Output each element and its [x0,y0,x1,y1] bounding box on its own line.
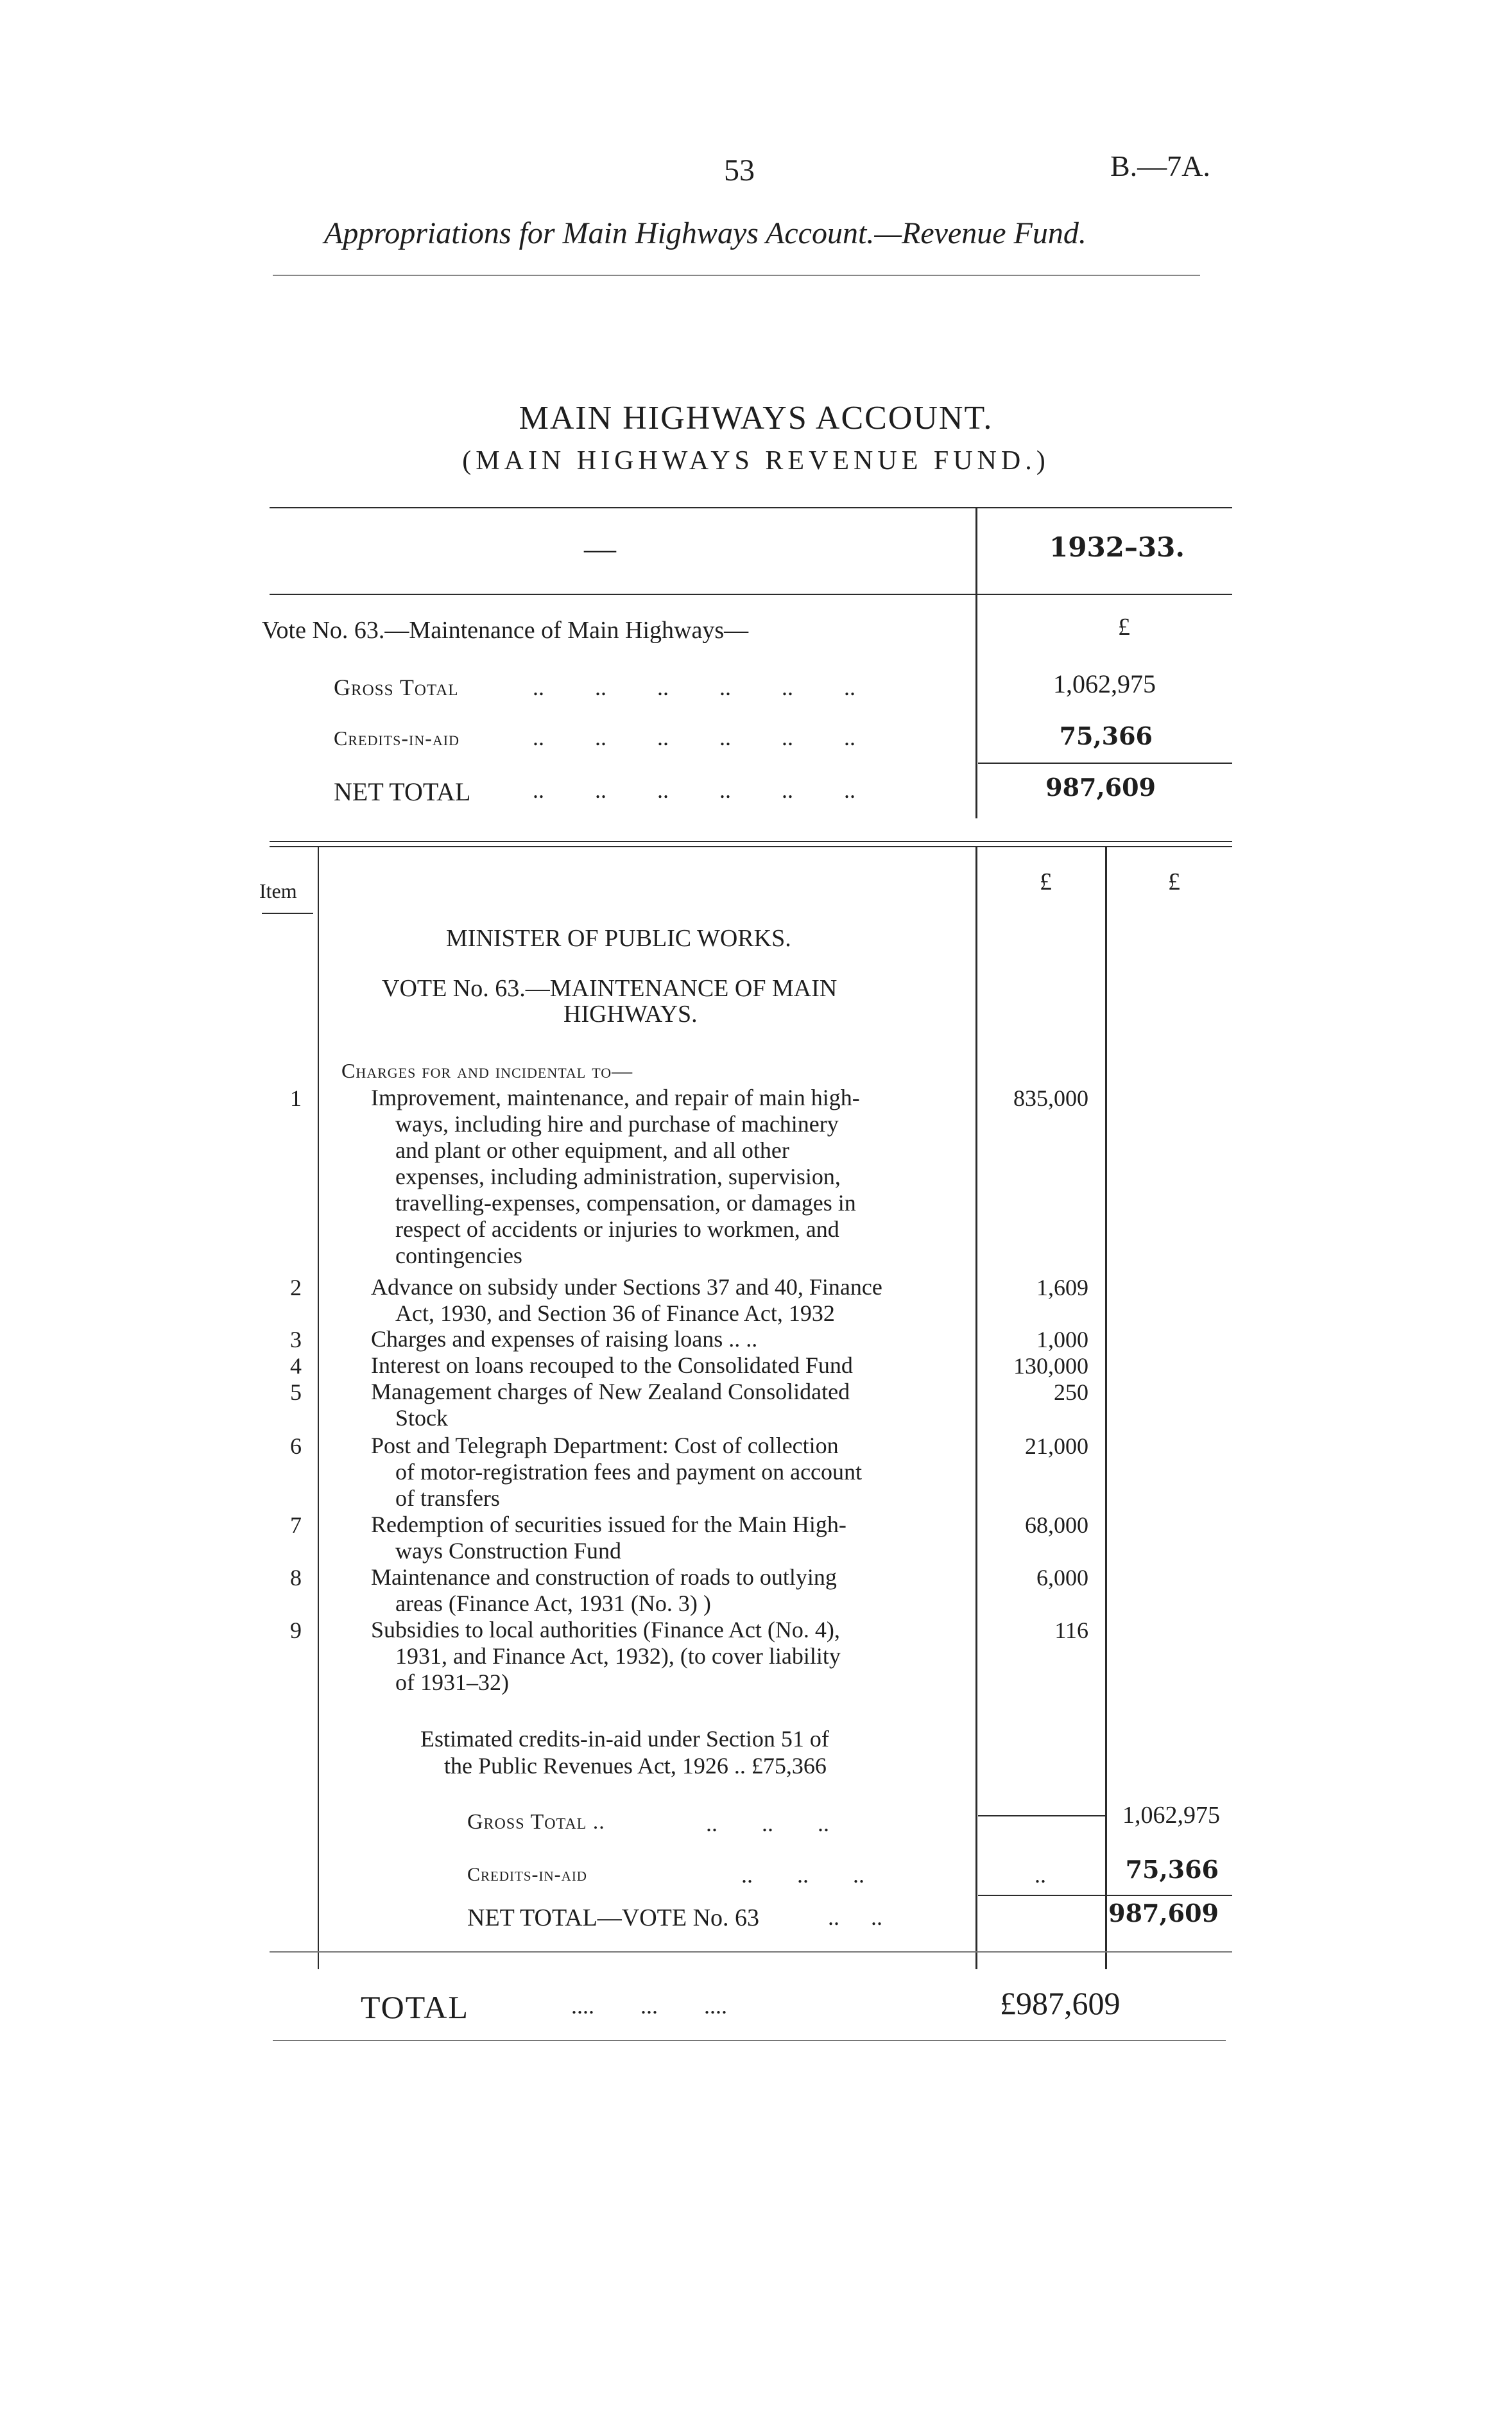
detail-currency-1: £ [1040,868,1052,895]
item-heading-rule [262,913,313,914]
detail-column-divider-2 [1105,846,1107,1969]
vote-title-line-1: VOTE No. 63.—MAINTENANCE OF MAIN [382,975,838,1002]
item-number: 6 [290,1433,302,1459]
item-description: Maintenance and construction of roads to outlying areas (Finance Act, 1931 (No. 3) ) [371,1564,837,1616]
item-amount: 1,609 [1036,1275,1088,1300]
item-amount: 21,000 [1025,1433,1088,1459]
summary-gross-total-label: Gross Total [334,675,459,700]
item-amount: 6,000 [1036,1565,1088,1591]
summary-header-rule [270,594,1232,595]
item-description: Interest on loans recouped to the Consolidated Fund [371,1352,853,1378]
summary-net-dots: .. .. .. .. .. .. [533,777,855,803]
account-title: MAIN HIGHWAYS ACCOUNT. [519,400,993,436]
summary-net-total-value: 987,609 [1045,773,1156,802]
estimated-credits-line-2: the Public Revenues Act, 1926 .. £75,366 [444,1753,827,1779]
item-description: Improvement, maintenance, and repair of main high- ways, including hire and purchase of machinery and plant or other equipment, and all other expenses, including administration, supervision, travelling-expenses, compensation, or damages in respect of accidents or injuries to workmen, and contingencies [371,1085,860,1268]
detail-net-total-label: NET TOTAL—VOTE No. 63 [467,1904,760,1931]
summary-header-dash: — [584,530,616,566]
summary-credits-label: Credits-in-aid [334,727,460,750]
detail-top-rule-double [270,846,1232,847]
item-number: 4 [290,1353,302,1379]
document-reference: B.—7A. [1110,150,1210,182]
net-total-rule [978,1895,1232,1896]
page-number: 53 [724,153,755,187]
item-number: 8 [290,1565,302,1591]
running-title: Appropriations for Main Highways Account.—Revenue Fund. [324,216,1087,250]
detail-credits-column-1: .. [1035,1862,1046,1888]
detail-item-divider [318,846,319,1969]
item-column-heading: Item [259,879,297,902]
item-description: Post and Telegraph Department: Cost of collection of motor-registration fees and payment on account of transfers [371,1433,863,1511]
item-description: Management charges of New Zealand Consolidated Stock [371,1379,850,1431]
item-number: 2 [290,1275,302,1300]
summary-gross-total-value: 1,062,975 [1053,669,1156,698]
summary-credits-value: 75,366 [1059,721,1153,750]
item-description: Redemption of securities issued for the Main High- ways Construction Fund [371,1512,846,1564]
detail-net-dots: .. .. [828,1904,882,1930]
item-number: 5 [290,1379,302,1405]
detail-currency-2: £ [1168,868,1180,895]
detail-gross-total-value: 1,062,975 [1122,1802,1220,1829]
item-amount: 835,000 [1013,1085,1088,1111]
summary-net-rule [978,763,1232,764]
detail-gross-dots: .. .. .. [706,1811,829,1836]
item-amount: 130,000 [1013,1353,1088,1379]
grand-total-value: £987,609 [1000,1985,1121,2021]
minister-heading: MINISTER OF PUBLIC WORKS. [446,925,791,952]
item-amount: 68,000 [1025,1512,1088,1538]
account-subtitle: (MAIN HIGHWAYS REVENUE FUND.) [462,446,1050,476]
detail-bottom-rule [270,1951,1232,1953]
detail-credits-dots: .. .. .. [741,1862,864,1888]
detail-credits-value: 75,366 [1125,1855,1219,1884]
vote-title-line-2: HIGHWAYS. [563,1001,698,1028]
estimated-credits-line-1: Estimated credits-in-aid under Section 51 of [420,1726,829,1752]
summary-vote-line: Vote No. 63.—Maintenance of Main Highways— [262,617,749,644]
summary-gross-dots: .. .. .. .. .. .. [533,675,855,700]
summary-year-heading: 1932–33. [1049,531,1185,563]
summary-net-total-label: NET TOTAL [334,777,471,806]
item-amount: 1,000 [1036,1327,1088,1352]
summary-currency-symbol: £ [1118,614,1130,641]
item-description: Charges and expenses of raising loans .. .. [371,1326,758,1352]
item-description: Subsidies to local authorities (Finance Act (No. 4), 1931, and Finance Act, 1932), (to cover liability of 1931–32) [371,1617,841,1695]
grand-total-rule [273,2040,1226,2041]
summary-credits-dots: .. .. .. .. .. .. [533,725,855,750]
detail-top-rule [270,841,1232,842]
grand-total-dots: .... ... .... [571,1993,727,2019]
header-rule [273,275,1200,276]
item-number: 7 [290,1512,302,1538]
gross-total-rule [978,1815,1105,1816]
summary-top-rule [270,507,1232,508]
grand-total-label: TOTAL [361,1989,469,2025]
summary-column-divider [975,507,977,818]
charges-heading: Charges for and incidental to— [341,1059,633,1082]
detail-gross-total-label: Gross Total .. [467,1810,605,1834]
item-number: 3 [290,1327,302,1352]
item-number: 1 [290,1085,302,1111]
item-amount: 250 [1054,1379,1088,1405]
detail-net-total-value: 987,609 [1108,1899,1219,1927]
detail-credits-label: Credits-in-aid [467,1864,587,1885]
item-amount: 116 [1054,1617,1088,1643]
item-description: Advance on subsidy under Sections 37 and 40, Finance Act, 1930, and Section 36 of Finance Act, 1932 [371,1274,882,1326]
item-number: 9 [290,1617,302,1643]
detail-column-divider-1 [975,846,977,1969]
